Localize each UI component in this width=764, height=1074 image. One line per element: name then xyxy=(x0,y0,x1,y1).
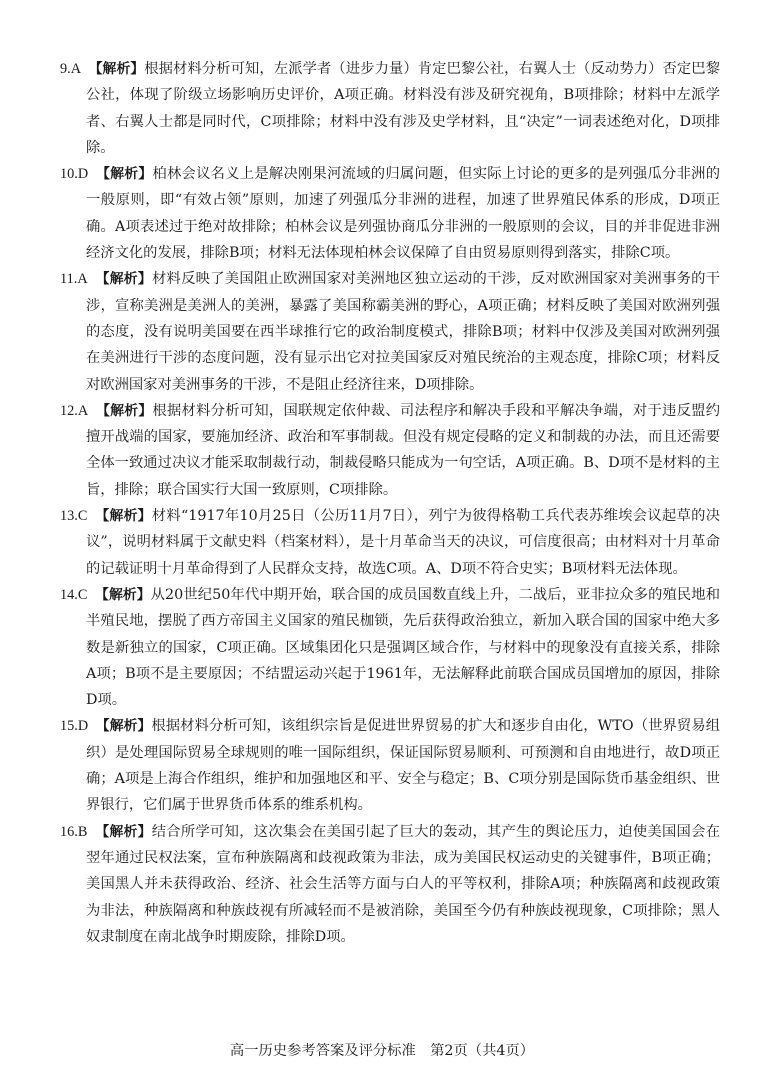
item-text: 根据材料分析可知，国联规定依仲裁、司法程序和解决手段和平解决争端，对于违反盟约擅开战端的国家，要施加经济、政治和军事制裁。但没有规定侵略的定义和制裁的办法，而且还需要全体一致通过决议才能采取制裁行动，制裁侵略只能成为一句空话，A项正确。B、D项不是材料的主旨，排除；联合国实行大国一致原则，C项排除。 xyxy=(86,402,721,498)
answer-list xyxy=(60,56,720,950)
item-text: 结合所学可知，这次集会在美国引起了巨大的轰动，其产生的舆论压力，迫使美国国会在翌年通过民权法案，宣布种族隔离和歧视政策为非法，成为美国民权运动史的关键事件，B项正确；美国黑人并未获得政治、经济、社会生活等方面与白人的平等权利，排除A项；种族隔离和歧视政策为非法，种族隔离和种族歧视有所减轻而不是被消除，美国至今仍有种族歧视现象，C项排除；黑人奴隶制度在南北战争时期废除，排除D项。 xyxy=(86,823,721,945)
analysis-tag: 【解析】 xyxy=(102,508,152,525)
analysis-tag: 【解析】 xyxy=(101,586,151,603)
analysis-tag: 【解析】 xyxy=(102,823,152,840)
analysis-tag: 【解析】 xyxy=(103,166,153,183)
answer-item-11 xyxy=(60,266,720,397)
item-number: 9.A xyxy=(60,61,82,77)
item-number: 16.B xyxy=(60,823,88,840)
answer-item-15 xyxy=(60,713,720,818)
item-text: 从20世纪50年代中期开始，联合国的成员国数直线上升，二战后，亚非拉众多的殖民地和半殖民地，摆脱了西方帝国主义国家的殖民枷锁，先后获得政治独立，新加入联合国的国家中绝大多数是新独立的国家，C项正确。区域集团化只是强调区域合作，与材料中的现象没有直接关系，排除A项；B项不是主要原因；不结盟运动兴起于1961年，无法解释此前联合国成员国增加的原因，排除D项。 xyxy=(86,586,721,709)
item-text: 材料反映了美国阻止欧洲国家对美洲地区独立运动的干涉，反对欧洲国家对美洲事务的干涉，宣称美洲是美洲人的美洲，暴露了美国称霸美洲的野心，A项正确；材料反映了美国对欧洲列强的态度，没有说明美国要在西半球推行它的政治制度模式，排除B项；材料中仅涉及美国对欧洲列强在美洲进行干涉的态度问题，没有显示出它对拉美国家反对殖民统治的主观态度，排除C项；材料反对欧洲国家对美洲事务的干涉，不是阻止经济往来，D项排除。 xyxy=(86,271,721,393)
analysis-tag: 【解析】 xyxy=(102,718,152,735)
analysis-tag: 【解析】 xyxy=(95,61,145,77)
item-text: 材料“1917年10月25日（公历11月7日），列宁为彼得格勒工兵代表苏维埃会议起草的决议”，说明材料属于文献史料（档案材料），是十月革命当天的决议，可信度很高；由材料对十月革命的记载证明十月革命得到了人民群众支持，故选C项。A、D项不符合史实；B项材料无法体现。 xyxy=(86,508,721,577)
answer-item-16 xyxy=(60,819,720,950)
item-number: 13.C xyxy=(60,508,88,525)
item-number: 12.A xyxy=(60,402,89,419)
item-text: 根据材料分析可知，左派学者（进步力量）肯定巴黎公社，右翼人士（反动势力）否定巴黎公社，体现了阶级立场影响历史评价，A项正确。材料没有涉及研究视角，B项排除；材料中左派学者、右翼人士都是同时代，C项排除；材料中没有涉及史学材料，且“决定”一词表述绝对化，D项排除。 xyxy=(86,61,720,156)
answer-item-10 xyxy=(60,161,720,266)
item-number: 14.C xyxy=(60,586,88,603)
answer-item-13 xyxy=(60,503,720,582)
item-number: 10.D xyxy=(60,166,89,183)
item-text: 根据材料分析可知，该组织宗旨是促进世界贸易的扩大和逐步自由化，WTO（世界贸易组织）是处理国际贸易全球规则的唯一国际组织，保证国际贸易顺利、可预测和自由地进行，故D项正确；A项是上海合作组织，维护和加强地区和平、安全与稳定；B、C项分别是国际货币基金组织、世界银行，它们属于世界货币体系的维系机构。 xyxy=(86,718,720,814)
analysis-tag: 【解析】 xyxy=(103,402,153,419)
item-number: 11.A xyxy=(60,271,88,288)
answer-item-14 xyxy=(60,582,720,713)
answer-item-12 xyxy=(60,398,720,503)
item-text: 柏林会议名义上是解决刚果河流域的归属问题，但实际上讨论的更多的是列强瓜分非洲的一般原则，即“有效占领”原则，加速了列强瓜分非洲的进程，加速了世界殖民体系的形成，D项正确。A项表述过于绝对故排除；柏林会议是列强协商瓜分非洲的一般原则的会议，目的并非促进非洲经济文化的发展，排除B项；材料无法体现柏林会议保障了自由贸易原则得到落实，排除C项。 xyxy=(86,166,721,262)
answer-item-9 xyxy=(60,56,720,161)
page-footer: 高一历史参考答案及评分标准 第2页（共4页） xyxy=(229,1043,535,1059)
item-number: 15.D xyxy=(60,718,89,735)
analysis-tag: 【解析】 xyxy=(102,271,152,288)
